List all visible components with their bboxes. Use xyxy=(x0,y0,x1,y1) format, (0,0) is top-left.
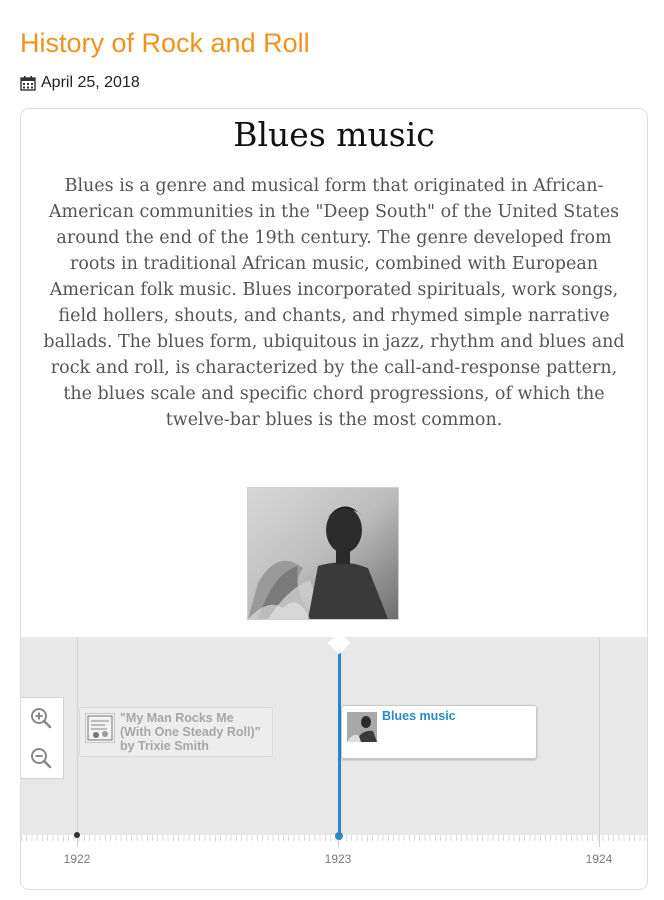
zoom-out-button[interactable] xyxy=(29,746,53,770)
portrait-photo xyxy=(247,487,399,620)
axis-label: 1923 xyxy=(324,852,352,866)
current-time-dot xyxy=(335,832,343,840)
minor-ticks xyxy=(21,835,647,841)
slide xyxy=(21,109,647,637)
marker-title: "My Man Rocks Me (With One Steady Roll)" by Trixie Smith xyxy=(120,711,261,753)
zoom-controls xyxy=(21,697,64,779)
date-row xyxy=(20,74,140,92)
sheet-music-thumbnail xyxy=(85,713,115,743)
post-date: April 25, 2018 xyxy=(41,74,140,91)
zoom-out-icon xyxy=(29,746,53,770)
slide-title: Blues music xyxy=(233,115,435,154)
zoom-in-icon xyxy=(29,706,53,730)
timeline-marker-active[interactable] xyxy=(341,705,537,759)
year-gridline xyxy=(599,637,600,837)
calendar-icon xyxy=(20,75,36,91)
year-gridline xyxy=(77,637,78,837)
timeline-embed xyxy=(20,108,648,890)
page-title: History of Rock and Roll xyxy=(20,28,310,58)
axis-marker-dot xyxy=(74,832,80,838)
axis-label: 1924 xyxy=(585,852,613,866)
timeline-marker[interactable] xyxy=(79,707,273,757)
timeline-navigator[interactable] xyxy=(21,637,647,890)
major-tick xyxy=(599,835,600,847)
time-axis xyxy=(21,835,647,890)
slide-text: Blues is a genre and musical form that originated in African-American communities in the "Deep South" of the United States around the end of the 19th century. The genre developed from roots in traditional African music, combined with European American folk music. Blues incorporated spirituals, work songs, field hollers, shouts, and chants, and rhymed simple narrative ballads. The blues form, ubiquitous in jazz, rhythm and blues and rock and roll, is characterized by the call-and-response pattern, the blues scale and specific chord progressions, of which the twelve-bar blues is the most common. xyxy=(43,176,625,430)
portrait-thumbnail xyxy=(347,712,377,742)
zoom-in-button[interactable] xyxy=(29,706,53,730)
marker-title: Blues music xyxy=(382,709,456,723)
axis-label: 1922 xyxy=(63,852,91,866)
